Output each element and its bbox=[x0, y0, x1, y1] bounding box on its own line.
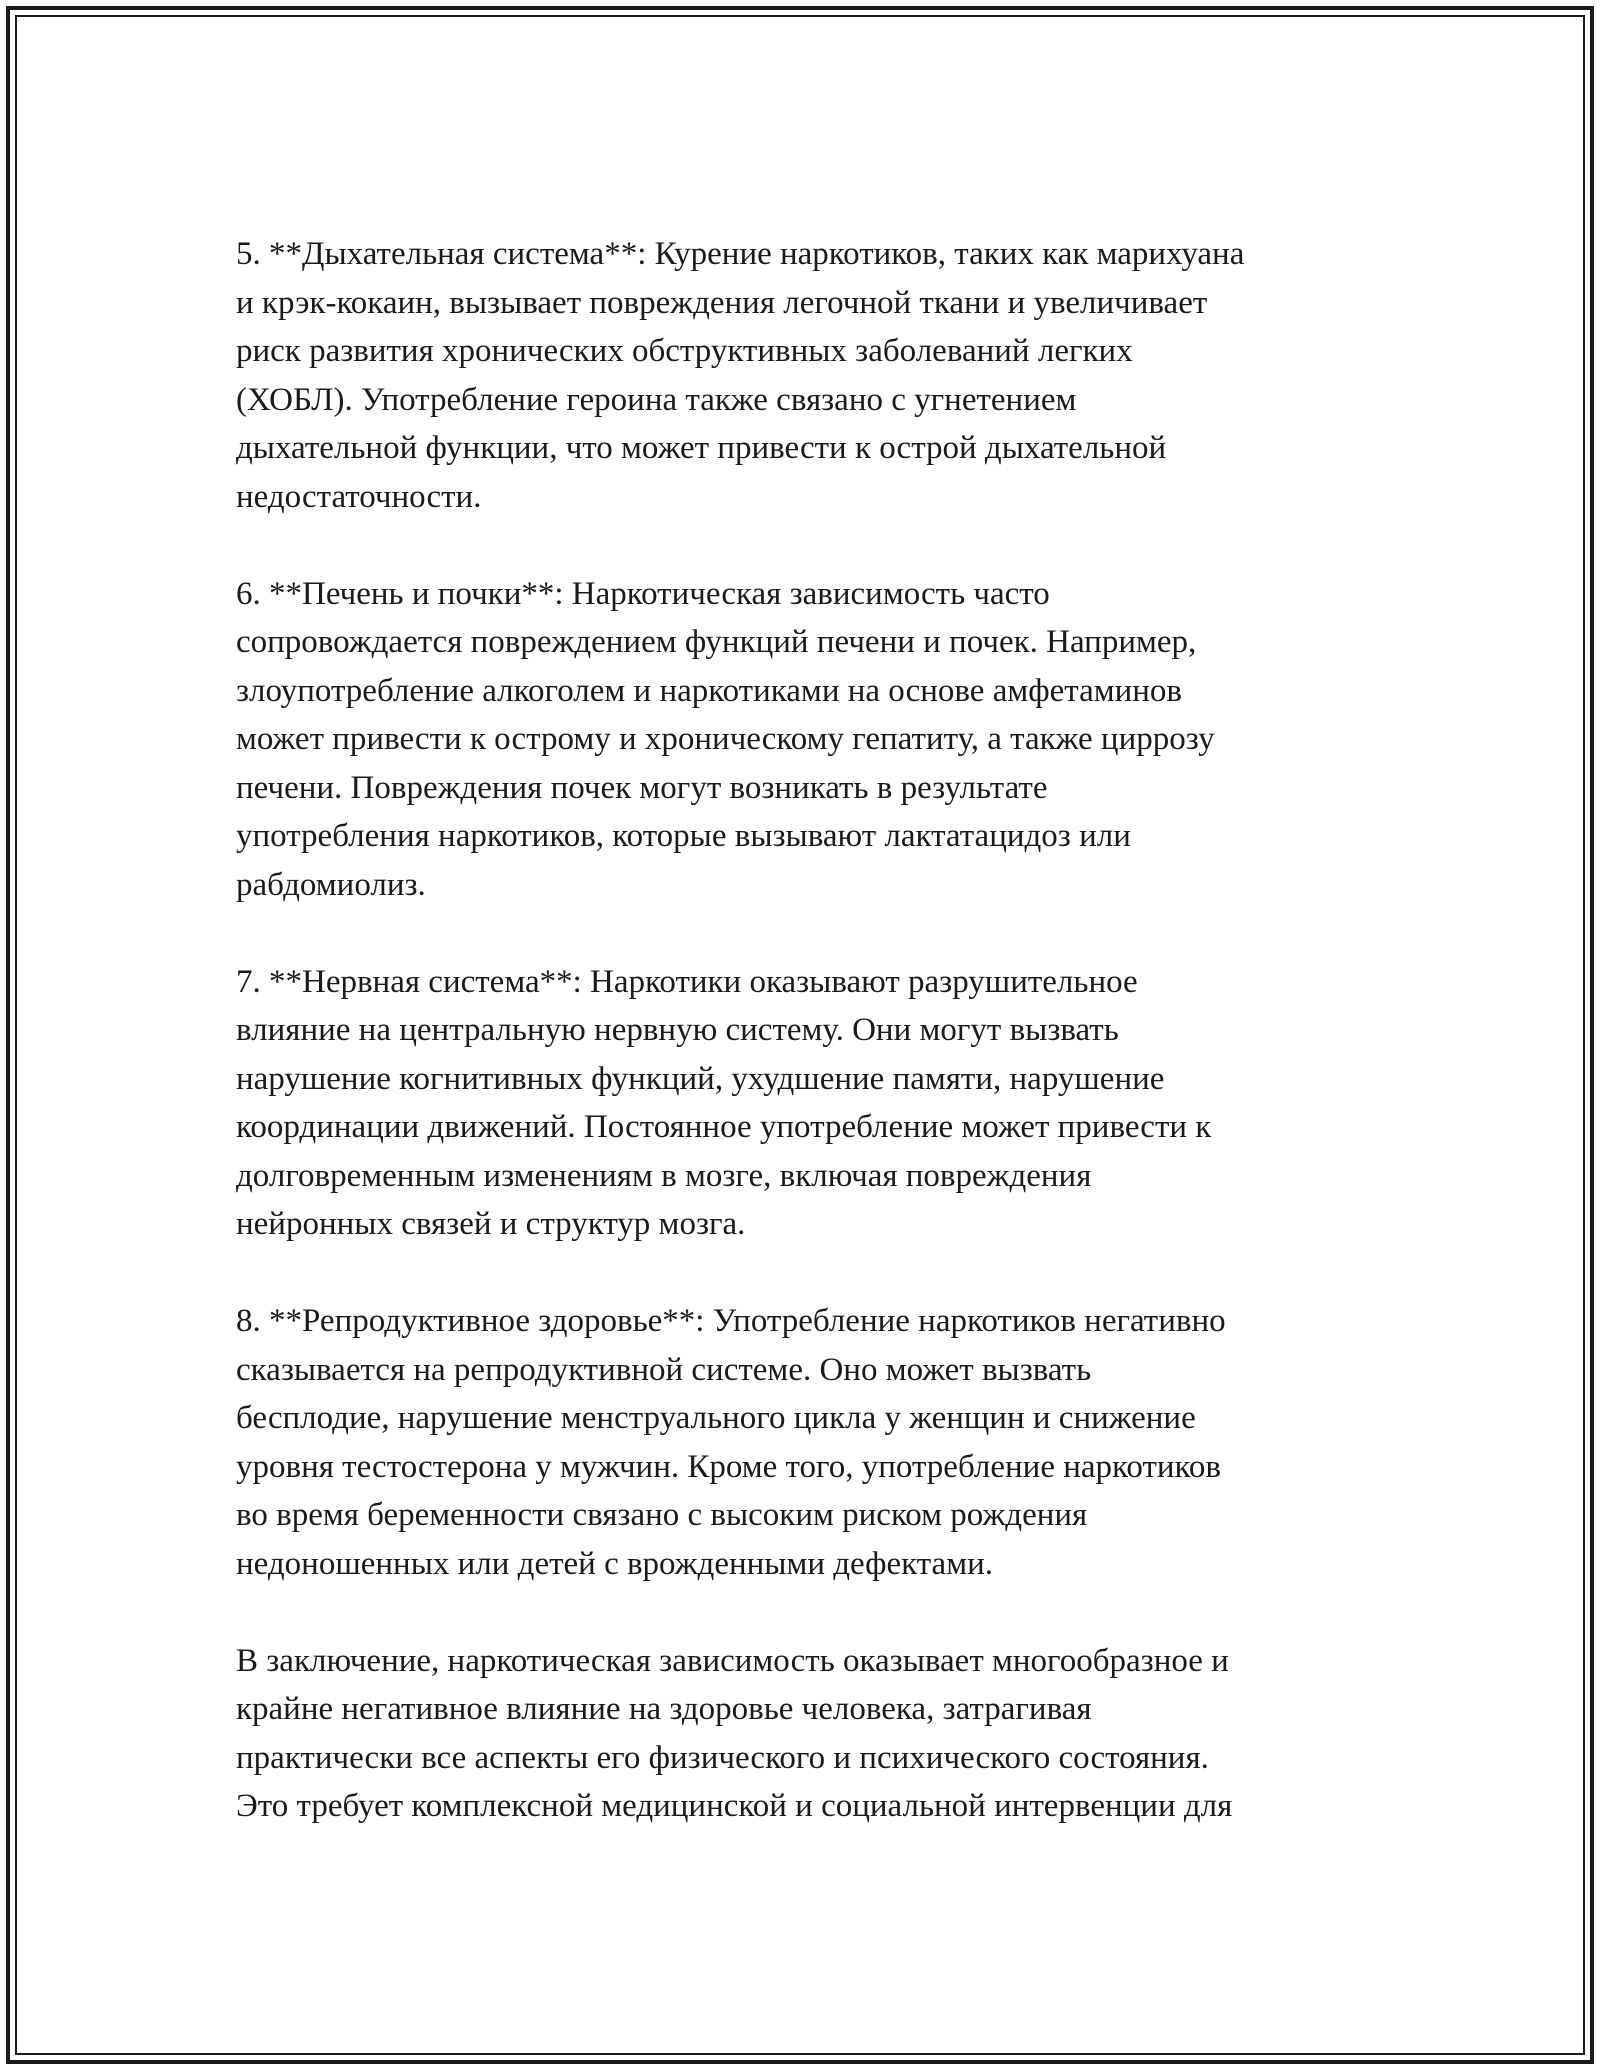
paragraph-conclusion bbox=[236, 1637, 1416, 1831]
text-line: координации движений. Постоянное употребление может привести к bbox=[236, 1109, 1212, 1145]
text-line: печени. Повреждения почек могут возникать в результате bbox=[236, 769, 1048, 806]
paragraph-nervous-system bbox=[236, 958, 1416, 1249]
paragraph-respiratory bbox=[236, 230, 1416, 521]
text-line: нарушение когнитивных функций, ухудшение памяти, нарушение bbox=[236, 1060, 1165, 1097]
text-line: риск развития хронических обструктивных заболеваний легких bbox=[236, 333, 1133, 369]
text-line: Это требует комплексной медицинской и социальной интервенции для bbox=[236, 1788, 1233, 1824]
text-line: сопровождается повреждением функций печени и почек. Например, bbox=[236, 624, 1197, 660]
text-line: нейронных связей и структур мозга. bbox=[236, 1206, 746, 1242]
text-line: В заключение, наркотическая зависимость оказывает многообразное и bbox=[236, 1642, 1229, 1679]
text-line: 6. **Печень и почки**: Наркотическая зависимость часто bbox=[236, 575, 1050, 612]
text-line: дыхательной функции, что может привести к острой дыхательной bbox=[236, 430, 1167, 466]
text-line: и крэк-кокаин, вызывает повреждения легочной ткани и увеличивает bbox=[236, 284, 1208, 321]
text-line: (ХОБЛ). Употребление героина также связано с угнетением bbox=[236, 381, 1077, 418]
text-line: 8. **Репродуктивное здоровье**: Употребление наркотиков негативно bbox=[236, 1303, 1226, 1339]
text-line: бесплодие, нарушение менструального цикла у женщин и снижение bbox=[236, 1400, 1196, 1436]
text-line: недоношенных или детей с врожденными дефектами. bbox=[236, 1545, 993, 1582]
text-line: во время беременности связано с высоким риском рождения bbox=[236, 1497, 1088, 1533]
text-line: уровня тестостерона у мужчин. Кроме того, употребление наркотиков bbox=[236, 1448, 1221, 1485]
text-line: долговременным изменениям в мозге, включая повреждения bbox=[236, 1157, 1092, 1194]
text-line: влияние на центральную нервную систему. Они могут вызвать bbox=[236, 1012, 1119, 1048]
text-line: крайне негативное влияние на здоровье человека, затрагивая bbox=[236, 1691, 1092, 1727]
text-line: может привести к острому и хроническому гепатиту, а также циррозу bbox=[236, 721, 1215, 757]
text-line: сказывается на репродуктивной системе. Оно может вызвать bbox=[236, 1351, 1092, 1388]
paragraph-liver-kidneys bbox=[236, 570, 1416, 910]
text-line: 5. **Дыхательная система**: Курение наркотиков, таких как марихуана bbox=[236, 236, 1245, 272]
text-line: практически все аспекты его физического и психического состояния. bbox=[236, 1739, 1209, 1776]
text-line: недостаточности. bbox=[236, 478, 482, 515]
document-body bbox=[236, 230, 1416, 1831]
text-line: 7. **Нервная система**: Наркотики оказывают разрушительное bbox=[236, 963, 1138, 1000]
text-line: рабдомиолиз. bbox=[236, 866, 426, 903]
paragraph-reproductive-health bbox=[236, 1297, 1416, 1588]
text-line: злоупотребление алкоголем и наркотиками на основе амфетаминов bbox=[236, 672, 1183, 709]
text-line: употребления наркотиков, которые вызывают лактатацидоз или bbox=[236, 818, 1131, 854]
